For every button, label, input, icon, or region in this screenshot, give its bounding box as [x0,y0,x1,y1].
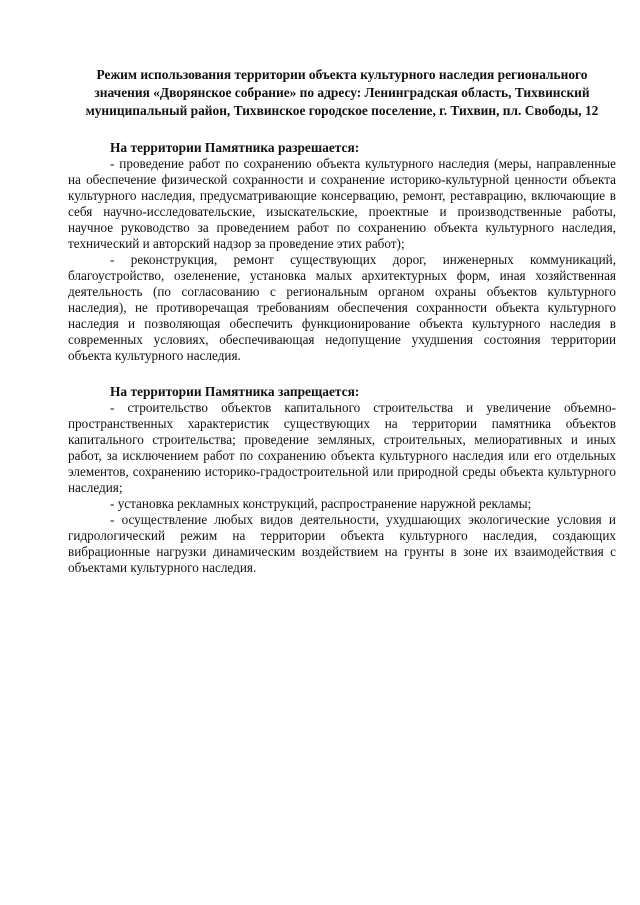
permitted-heading: На территории Памятника разрешается: [110,140,360,155]
prohibited-item: - установка рекламных конструкций, распространение наружной рекламы; [110,496,532,511]
prohibited-item: - строительство объектов капитального строительства и увеличение объемно-пространственных характеристик существующих на территории памятника объектов капитального строительства; проведение земляных, строительных, мелиоративных и иных работ, за исключением работ по сохранению объекта культурного наследия или его отдельных элементов, сохранению историко-градостроительной или природной среды объекта культурного наследия; [68,400,616,495]
document-page [68,66,616,576]
spacer [68,120,616,140]
prohibited-heading: На территории Памятника запрещается: [110,384,360,399]
prohibited-section [68,384,616,576]
permitted-item: - проведение работ по сохранению объекта культурного наследия (меры, направленные на обеспечение физической сохранности и сохранение историко-культурной ценности объекта культурного наследия, предусматривающие консервацию, ремонт, реставрацию, включающие в себя научно-исследовательские, изыскательские, проектные и производственные работы, научное руководство за проведением работ по сохранению объекта культурного наследия, технический и авторский надзор за проведение этих работ); [68,156,616,251]
permitted-item: - реконструкция, ремонт существующих дорог, инженерных коммуникаций, благоустройство, озеленение, установка малых архитектурных форм, иная хозяйственная деятельность (по согласованию с региональным органом охраны объектов культурного наследия), не противоречащая требованиям обеспечения сохранности объекта культурного наследия и позволяющая обеспечить функционирование объекта культурного наследия в современных условиях, обеспечивающая недопущение ухудшения состояния территории объекта культурного наследия. [68,252,616,363]
document-title: Режим использования территории объекта культурного наследия регионального значения «Дворянское собрание» по адресу: Ленинградская область, Тихвинский муниципальный район, Тихвинское городское поселение, г. Тихвин, пл. Свободы, 12 [85,67,599,118]
permitted-section [68,140,616,364]
spacer [68,364,616,384]
prohibited-item: - осуществление любых видов деятельности, ухудшающих экологические условия и гидрологический режим на территории объекта культурного наследия, создающих вибрационные нагрузки динамическим воздействием на грунты в зоне их взаимодействия с объектами культурного наследия. [68,512,616,575]
